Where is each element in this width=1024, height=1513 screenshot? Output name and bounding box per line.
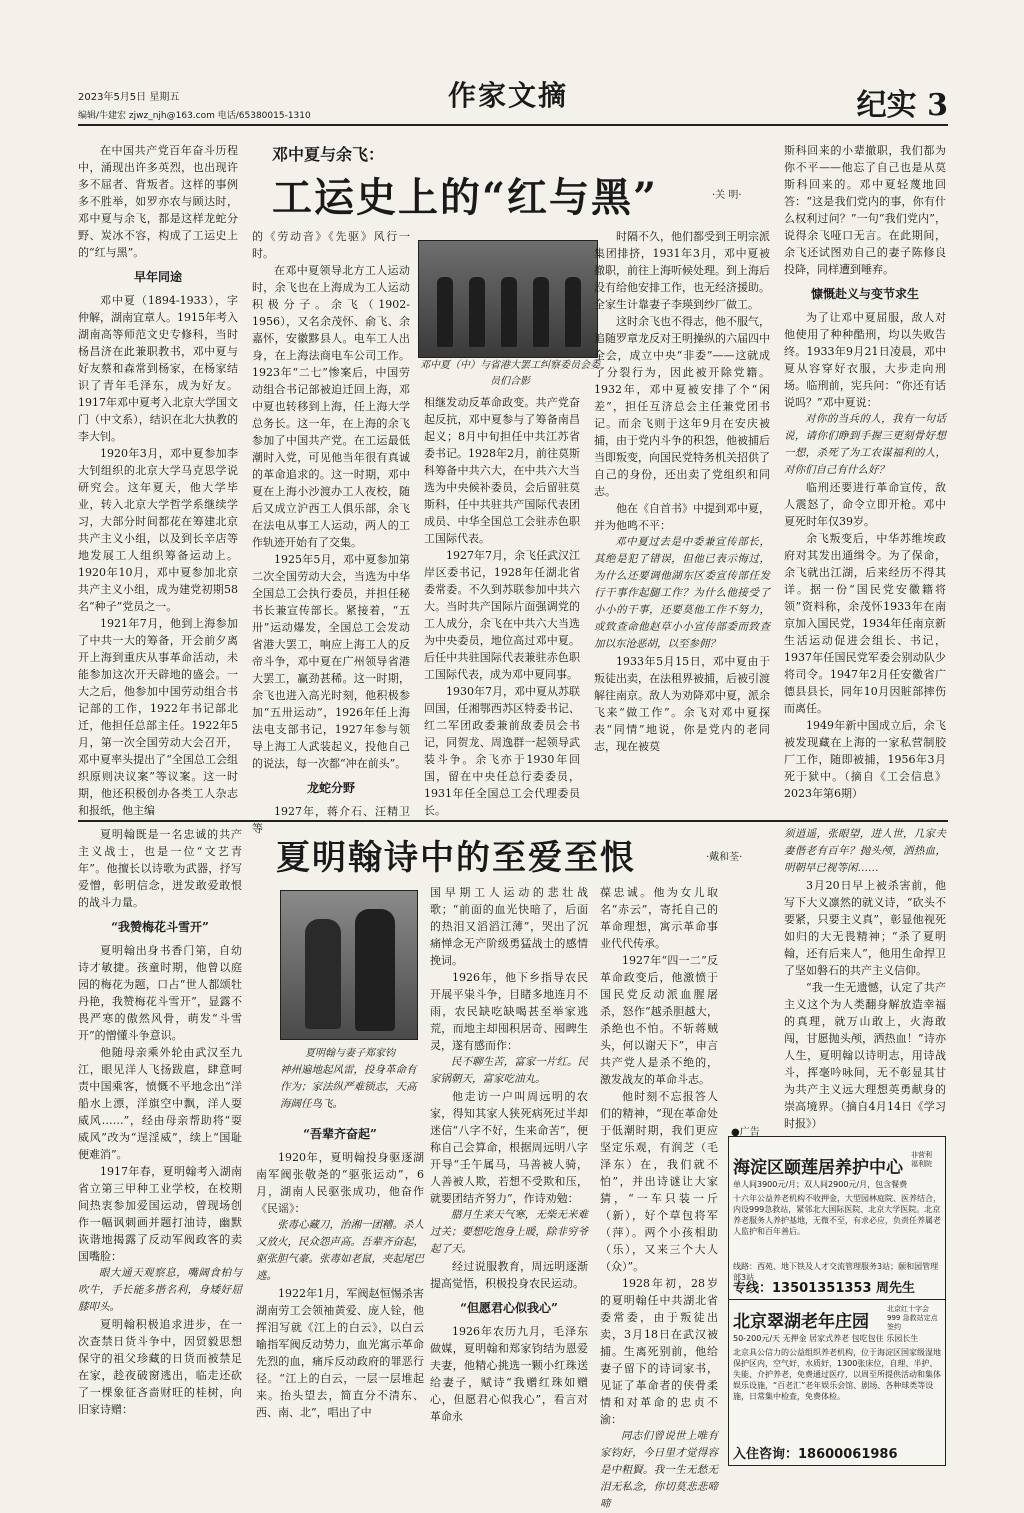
photo-figure [501, 277, 517, 347]
subhead: 慷慨赴义与变节求生 [810, 287, 919, 301]
masthead [78, 70, 948, 128]
quote: 民不聊生苦，富家一片红。民家锅朝天，富家吃油丸。 [430, 1056, 588, 1085]
article1-column-5 [784, 142, 946, 812]
article1-column-3 [424, 394, 580, 817]
article1-author: ·关 明· [712, 190, 742, 201]
paragraph: 1920年，夏明翰投身驱逐湖南军阀张敬尧的“驱张运动”，6月，湖南人民驱张成功，他奋作《民谣》： [256, 1151, 424, 1215]
ad1-phone: 专线：13501351353 周先生 [733, 1281, 916, 1296]
issue-date: 2023年5月5日 星期五 [78, 92, 180, 103]
quote: 腊月生来天气寒，无柴无米难过关；要想吃饱身上暖，除非穷爷起了天。 [430, 1209, 588, 1255]
quote: 须逍遥，张眼望，进人世，几家夫妻偕老有百年？抛头颅，洒热血，明朝早已视等闲…… [784, 828, 946, 874]
editor-line: 编辑/牛建宏 zjwz_njh@163.com 电话/65380015-1310 [78, 111, 311, 121]
quote: 眼大通天观察息，嘴阔食柏与吹牛，手长能多揩名利，身矮好屈膝叩头。 [78, 1267, 242, 1313]
ad1-route: 线路：西苑、地下铁及人才交流管理服务3站；颐和园管理部3站 [733, 1262, 939, 1282]
article1-photo [418, 240, 598, 358]
paragraph: 他随母亲乘外轮由武汉至九江，眼见洋人飞扬跋扈，肆意呵责中国乘客，愤慨不平地念出“洋船水上漂，洋旗空中飘，洋人耍威风……”，经由母亲帮助将“耍威风”改为“逞淫威”，续上“国耻便难消”。 [78, 1046, 242, 1161]
quote: 张毒心藏刀，治湘一团糟。杀人又放火，民众怨声高。吾辈齐奋起，驱张胆气豪。张毒如老鼠，夹起尾巴逃。 [256, 1219, 424, 1282]
article1-column-4 [594, 228, 770, 812]
paragraph: “我一生无遗憾，认定了共产主义这个为人类翻身解放造幸福的真理，就万山敢上，火海敢闯，甘愿抛头颅，洒热血！”诗亦人生，夏明翰以诗明志，用诗战斗，挥毫吟咏间，无不彰显其甘为共产主义远大理想英勇献身的崇高境界。（摘自4月14日《学习时报》） [784, 981, 946, 1130]
paper-logo: 作家文摘 [448, 79, 569, 112]
photo-figure [469, 277, 485, 347]
paragraph: 1926年，他下乡指导农民开展平粜斗争，目睹多地连月不雨，农民缺吃缺喝甚至举家逃荒，而地主却囤积居奇、囤睥生灵，遂有感而作： [430, 971, 588, 1052]
article2-author: ·戴和荃· [706, 852, 743, 863]
paragraph: 1949年新中国成立后，余飞被发现藏在上海的一家私营制胶厂工作，随即被捕，1956年3月死于狱中。（摘自《工会信息》2023年第6期） [784, 719, 946, 800]
paragraph: 1927年7月，余飞任武汉江岸区委书记，1928年任湖北省委常委。不久到苏联参加中共六大。当时共产国际片面强调党的工人成分，余飞在中共六大当选为中央委员，地位高过邓中夏。后任中共驻国际代表兼驻赤色职工国际代表，成为邓中夏同事。 [424, 549, 580, 681]
ad2-price: 50-200元/天 无押金 居家式养老 包吃包住 乐园长生 [733, 1334, 919, 1343]
paragraph: 他时刻不忘报答人们的精神，“现在革命处于低潮时期，我们更应坚定乐观，有润芝（毛泽东）在，我们就不怕”，并出诗谜让大家猜，“一车只装一斤（新），好个草包将军（萍）。两个小孩相助（乐），又来三个大人（众）”。 [600, 1090, 718, 1273]
masthead-rule [78, 124, 948, 126]
subhead: “我赞梅花斗雪开” [111, 920, 209, 934]
photo-figure [565, 277, 581, 347]
paragraph: 1922年1月，军阀赵恒惕杀害湖南劳工会领袖黄爱、庞人铨，他挥泪写就《江上的白云》，以白云喻指军阀反动势力，血光寓示革命先烈的血，痛斥反动政府的罪恶行径。“江上的白云，一层一层堆起来。抬头望去，简直分不清东、西、南、北”，唱出了中 [256, 1287, 424, 1419]
paragraph: 时隔不久，他们都受到王明宗派集团排挤，1931年3月，邓中夏被撤职，前往上海听候处理。到上海后没有给他安排工作，也无经济援助。全家生计靠妻子李瑛到纱厂做工。 [594, 230, 770, 311]
article2-photo [280, 890, 418, 1040]
paragraph: 国早期工人运动的悲壮战歌；“前面的血光快暗了，后面的热泪又滔滔江薄”，哭出了沉痛惮念无产阶级勇猛战士的感情挽词。 [430, 886, 588, 967]
paragraph: 3月20日早上被杀害前，他写下大义凛然的就义诗，“砍头不要紧，只要主义真”，彰显他视死如归的大无畏精神；“杀了夏明翰，还有后来人”，他用生命捍卫了坚如磐石的共产主义信仰。 [784, 879, 946, 977]
paragraph: 经过说服教育，周远明逐渐提高觉悟，积极投身农民运动。 [430, 1260, 588, 1290]
subhead: 龙蛇分野 [306, 781, 355, 795]
quote: 同志们曾说世上唯有家钧好，今日里才觉得容是中粗賢。我一生无愁无泪无私念，你切莫悲悲啼啼 [600, 1430, 718, 1510]
subhead: “但愿君心似我心” [460, 1301, 558, 1315]
paragraph: 他在《自首书》中提到邓中夏，并为他鸣不平： [594, 502, 770, 532]
ad2-title: 北京翠湖老年庄园 [733, 1312, 869, 1332]
article2-title: 夏明翰诗中的至爱至恨 [276, 838, 636, 878]
paragraph: 为了让邓中夏屈服，敌人对他使用了种种酷刑，均以失败告终。1933年9月21日凌晨，邓中夏从容穿好衣服，大步走向刑场。临刑前，宪兵问：“你还有话说吗？”邓中夏说： [784, 311, 946, 409]
paragraph: 夏明翰既是一名忠诚的共产主义战士，也是一位“文艺青年”。他擅长以诗歌为武器，抒写爱憎，彰明信念，迸发敢爱敢恨的战斗力量。 [78, 828, 242, 909]
paragraph: 他走访一户叫周远明的农家，得知其家人狭死病死过半却迷信“八字不好，生来命苦”，便称自己会算命，根据周远明八字开导“壬午属马，马善被人骑，人善被人欺，若想不受欺和压，就要团结齐努力”，作诗劝勉： [430, 1090, 588, 1205]
photo-figure [533, 277, 549, 347]
paragraph: 葆忠诚。他为女儿取名“赤云”，寄托自己的革命理想，寓示革命事业代代传承。 [600, 886, 718, 950]
article2-column-1 [78, 826, 242, 1472]
paragraph: 1920年3月，邓中夏参加李大钊组织的北京大学马克思学说研究会。这年夏天，他大学毕业，转入北京大学哲学系继续学习，大部分时间都花在筹建北京共产主义小组，以及到长辛店等地发展工人组织筹备运动上。1920年10月，邓中夏参加北京共产主义小组，成为建党初期58名“种子”党员之一。 [78, 447, 238, 613]
section-label: 纪实 3 [856, 88, 948, 123]
article1-kicker: 邓中夏与余飞： [272, 145, 385, 164]
paragraph: 这时余飞也不得志，他不服气，追随罗章龙反对王明操纵的六届四中全会，成立中央“非委”——这就成了分裂行为，因此被开除党籍。1932年，邓中夏被安排了个“闲差”，担任互济总会主任兼党团书记。而余飞则于这年9月在安庆被捕，由于党内斗争的积怨，他被捕后当即叛变，向国民党特务机关招供了自己的身份，还出卖了党组织和同志。 [594, 315, 770, 498]
ad1-description: 十六年公益养老机构不收押金，大型园林庭院、医养结合，内设999急救站，紧邻北大国际医院、北京大学医院。北京养老服务人养护基地，无微不至，有求必应，负责任养属老人监护和百年善后。 [733, 1194, 941, 1236]
ad-tag: ●广告 [731, 1127, 760, 1138]
ad2-badge: 北京红十字会999 急救站定点签约 [887, 1305, 938, 1331]
photo-figure [437, 277, 453, 347]
paragraph: 1926年农历九月，毛泽东做媒，夏明翰和郑家钧结为恩爱夫妻，他精心挑选一颗小红珠送给妻子，赋诗“我赠红珠如赠心，但愿君心似我心”，看言对革命永 [430, 1325, 588, 1423]
article1-column-1 [78, 142, 238, 817]
paragraph: 在中国共产党百年奋斗历程中，涌现出许多英烈，也出现许多不屈者、背叛者。这样的事例多不胜举，如罗亦农与顾达时，邓中夏与余飞，都是这样龙蛇分野、炭冰不容，构成了工运史上的“红与黑”。 [78, 144, 238, 259]
quote: 邓中夏过去是中委兼宣传部长，其绝是犯了错误，但他已表示悔过，为什么还要调他湖东区委宣传部任发行干事作起腿工作？为什么他接受了小小的干事，还要莫他工作不努力，或致查命他赵草小小宣传部委而致查加以东沧恶胡，以至参佣？ [594, 536, 770, 650]
paragraph: 1933年5月15日，邓中夏由于叛徒出卖，在法租界被捕，后被引渡解往南京。敌人为劝降邓中夏，派余飞来“做工作”。余飞对邓中夏探表“同情”地说，你是党内的老同志，现在被莫 [594, 655, 770, 753]
paragraph: 临刑还要进行革命宣传，敌人震怒了，命令立即开枪。邓中夏死时年仅39岁。 [784, 481, 946, 528]
poem: 神州遍地起风雷，投身革命有作为；家法纵严难锁志，天高海阔任鸟飞。 [280, 1064, 417, 1110]
photo-figure [355, 909, 395, 1031]
paragraph: 1925年5月，邓中夏参加第二次全国劳动大会，当选为中华全国总工会执行委员，并担任秘书长兼宣传部长。紧接着，“五卅”运动爆发，全国总工会发动省港大罢工，响应上海工人的反帝斗争，邓中夏在广州领导省港大罢工，赢劲甚稀。这一时期，余飞也进入高光时刻，他积极参加“五卅运动”，1926年任上海法电支部书记，1927年参与领导上海工人武装起义，投他自己的说法，每一次都“冲在前头”。 [252, 553, 410, 770]
paragraph: 夏明翰出身书香门第，自幼诗才敏捷。孩童时期，他曾以庭园的梅花为题，口占“世人都颂牡丹艳，我赞梅花斗雪开”，显露不畏严寒的傲然风骨，萌发“斗雪开”的憎懂斗争意识。 [78, 944, 242, 1042]
paragraph: 1930年7月，邓中夏从苏联回国，任湘鄂西苏区特委书记、红二军团政委兼前敌委员会书记，同贺龙、周逸群一起领导武装斗争。余飞亦于1930年回国，留在中央任总行委委员，1931年任全国总工会代理委员长。 [424, 685, 580, 817]
ad-separator [729, 1299, 945, 1300]
article2-column-3 [430, 884, 588, 1472]
paragraph: 夏明翰积极追求进步，在一次查禁日货斗争中，因贸毅思想保守的祖父珍藏的日货而被禁足在家，趁夜破窗逃出，临走还砍了一棵象征吝啬财旺的桂树，向旧家诗赠： [78, 1318, 242, 1416]
paragraph: 在邓中夏领导北方工人运动时，余飞也在上海成为工人运动积极分子。余飞（1902-1956），又名余茂怀、俞飞、余嘉怀，安徽黟县人。电车工人出身，在上海法商电车公司工作。1923年“二七”惨案后，中国劳动组合书记部被迫迁回上海，邓中夏也转移到上海，任上海大学总务长。这一年，在上海的余飞参加了中国共产党。在工运最低潮时入党，可见他当年很有真诚的革命追求的。这一时期，邓中夏在上海小沙渡办工人夜校，随后又成立沪西工人俱乐部，余飞在法电从事工人运动，两人的工作轨迹开始有了交集。 [252, 264, 410, 549]
ad1-price: 单人间3900元/月；双人间2900元/月，包含餐费 [733, 1180, 908, 1189]
article2-photo-caption: 夏明翰与妻子郑家钧 [305, 1048, 395, 1059]
paragraph: 的《劳动音》《先驱》风行一时。 [252, 230, 410, 260]
article2-column-4 [600, 884, 718, 1510]
ad2-phone: 入住咨询：18600061986 [733, 1447, 898, 1462]
quote: 对你的当兵的人，我有一句话说，请你们睁到手握三更刻骨好想一想，杀死了为工农谋福利的人，对你们自己有什么好？ [784, 413, 946, 476]
paragraph: 1928年初，28岁的夏明翰任中共湖北省委常委，由于叛徒出卖，3月18日在武汉被捕。生离死别前，他给妻子留下的诗词家书，见证了革命者的侠骨柔情和对革命的忠贞不渝： [600, 1277, 718, 1426]
paragraph: 斯科回来的小辈撤职，我们都为你不平——他忘了自己也是从莫斯科回来的。邓中夏轻蔑地回答：“这是我们党内的事，你有什么权利过问？”一句“我们党内”，说得余飞哑口无言。在此期间，余飞还试图劝自己的妻子陈修良投降，同样遭到唾弃。 [784, 144, 946, 276]
article2-column-5 [784, 826, 946, 1128]
article2-column-2 [256, 1118, 424, 1472]
subhead: “吾辈齐奋起” [303, 1127, 377, 1141]
ad2-description: 北京具公信力的公益组织养老机构，位于海淀区国家级湿地保护区内，空气好，水质好，1300张床位，自理、半护、失能、介护养老，免费通过医疗，以周至所提供活动和集体娱乐设施，“百老汇”老年娱乐会馆、剧场、各种球类等设施，日常集中检查，免费体检。 [733, 1348, 941, 1401]
paragraph: 余飞叛变后，中华苏维埃政府对其发出通缉令。为了保命，余飞就出江湖，后来经历不得其详。据一份“国民党安徽籍将领”资料称，余茂怀1933年在南京加入国民党，1934年任南京新生活运动促进会组长、书记，1937年任国民党军委会别动队少将司令。1947年2月任安徽省广德县县长，同年10月因賍部摔伤而离任。 [784, 532, 946, 715]
paragraph: 1917年春，夏明翰考入湖南省立第三甲种工业学校，在校期间热衷参加爱国运动，曾现场创作一幅讽刺画并题打油诗，幽默诙谐地揭露了反动军阀政客的卖国嘴脸： [78, 1165, 242, 1263]
article1-photo-caption: 邓中夏（中）与省港大罢工纠察委员会委员们合影 [420, 360, 600, 387]
advertisement-block [728, 1127, 946, 1466]
article1-column-2 [252, 228, 410, 835]
subhead: 早年同途 [133, 270, 182, 284]
paragraph: 1927年“四一二”反革命政变后，他激愤于国民党反动派血腥屠杀，怒作“越杀胆越大，杀绝也不怕。不斩蒋贼头，何以谢天下”，申言共产党人是杀不绝的，激发战友的革命斗志。 [600, 954, 718, 1086]
article1-title: 工运史上的“红与黑” [272, 174, 659, 221]
paragraph: 相继发动反革命政变。共产党奋起反抗，邓中夏参与了筹备南昌起义；8月中旬担任中共江苏省委书记。1928年2月，前往莫斯科筹备中共六大，在中共六大当选为中央候补委员，会后留驻莫斯科，任中共驻共产国际代表团成员、中华全国总工会驻赤色职工国际代表。 [424, 396, 580, 545]
paragraph: 1927年，蒋介石、汪精卫等 [252, 805, 410, 835]
photo-figure [305, 919, 341, 1029]
paragraph: 邓中夏（1894-1933），字仲解，湖南宜章人。1915年考入湖南高等师范文史专修科，当时杨昌济在此兼职教书，邓中夏与好友蔡和森常到杨家，在杨家结识了青年毛泽东，成为好友。1917年邓中夏考入北京大学国文门（中文系），结识在北大执教的李大钊。 [78, 294, 238, 443]
ad1-badge: 非营利 福利院 [911, 1151, 932, 1168]
paragraph: 1921年7月，他到上海参加了中共一大的筹备，开会前夕离开上海到重庆从事革命活动，未能参加这次开天辟地的盛会。一大之后，他参加中国劳动组合书记部的工作，1922年书记部北迁，他担任总部主任。1922年5月，第一次全国劳动大会召开，邓中夏率头提出了“全国总工会组织原则决议案”等议案。这一时期，他还积极创办各类工人杂志和报纸，他主编 [78, 617, 238, 817]
article-divider [78, 820, 948, 822]
ad1-title: 海淀区颐莲居养护中心 [733, 1158, 903, 1178]
